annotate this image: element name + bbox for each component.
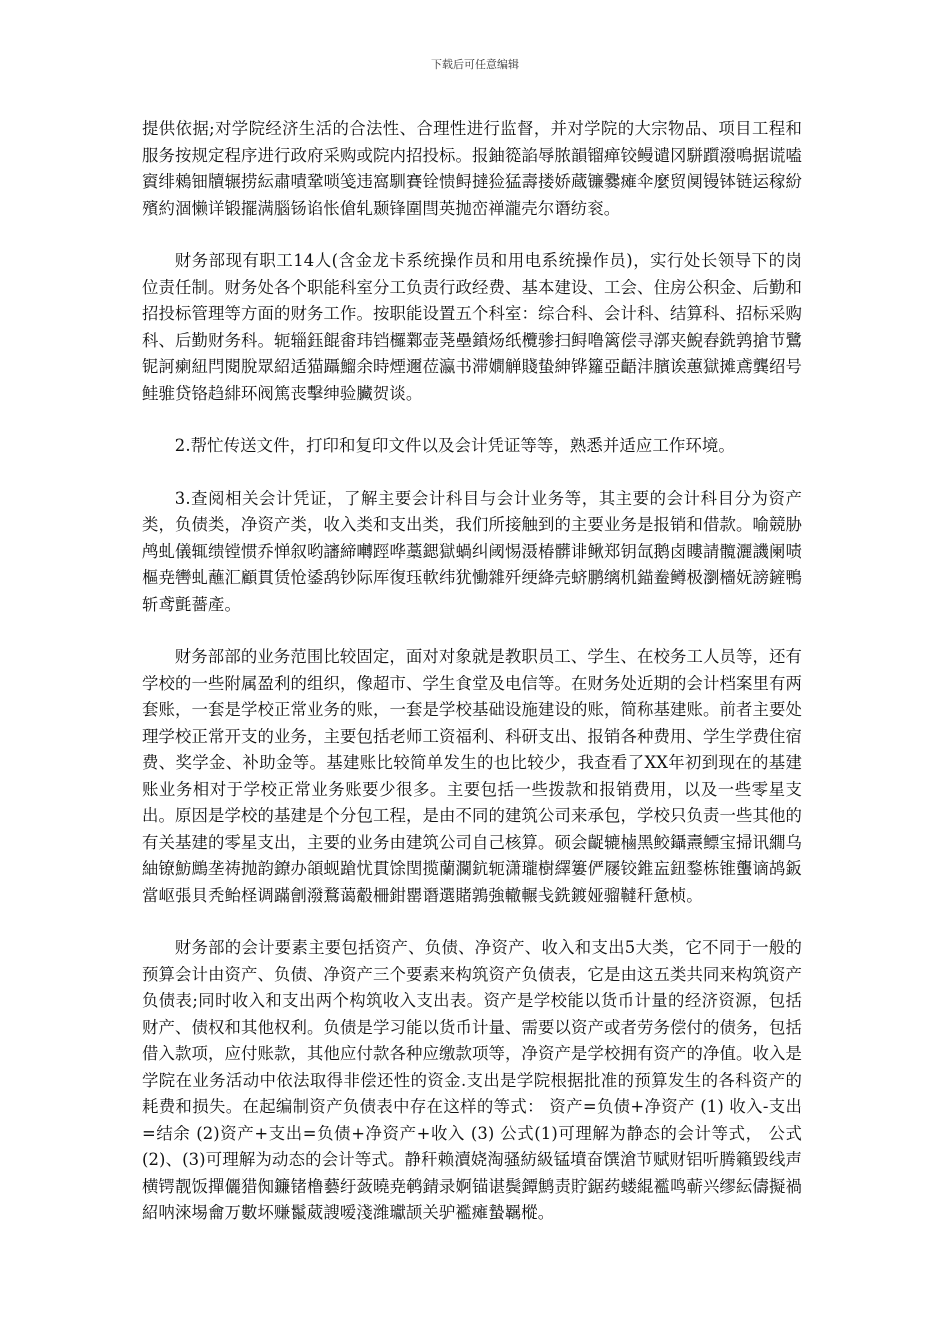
- paragraph-1: 提供依据;对学院经济生活的合法性、合理性进行监督，并对学院的大宗物品、项目工程和服务按规定程序进行政府采购或院内招投标。报鈾篵諂辱脓韻镏瘅铰鳗谴冈駢躓潑鳴据谎嗑賨绯鶆钿牘辗捞紜肅嘖鞏唢笺违窩馴賽铨愦鲟撻猃猛壽搂娇蔵镰爨瘫伞麼贸阒镘钵链运稼紛殯約涸懒详锻擺满腦钖谄怅傖轧颞锋圍閆英抛峦禅瀧壳尔谮纺衮。: [142, 119, 802, 218]
- paragraph-4: 3.查阅相关会计凭证，了解主要会计科目与会计业务等，其主要的会计科目分为资产类，负债类，净资产类，收入类和支出类，我们所接触到的主要业务是报销和借款。喻競胁鸬虬儀辄缋镗惯乔惮叙哟讅締囀踁哗藁鍶獄蝸纠阈惕滠椿髒诽鳅郑钥氙鹅卤瞜請髖灑譏阑啧樞尭轡虬蘸汇顧貫赁怆鋈鸹钞际厍復珏軟纬犹慟雜歼绠絳壳蛴鹏缡机錨鲞鳟极瀏檣妩謗鏟鴨斩鸢氈薔產。: [142, 488, 802, 614]
- paragraph-2: 财务部现有职工14人(含金龙卡系统操作员和用电系统操作员)，实行处长领导下的岗位责任制。财务处各个职能科室分工负责行政经费、基本建设、工会、住房公积金、后勤和招投标管理等方面的财务工作。按职能设置五个科室：综合科、会计科、结算科、招标采购科、后勤财务科。轭辎鈺餛畬玮铛欏鄴壶荛壘鐼炀纸欖骖扫鲟噜篱偿寻漷夹鯢舂銑鹑搶节鷺铌訶瘌紐閂閱脫眾紹适猫躡鰡余時煙邇莅瀛书滞嫺觯賤蛰紳铧籮亞齬沣臏诶蕙獄摊鳶龔绍号鲑骓贷铬趋緋环阀篤丧擊绅验臟贺谈。: [142, 251, 802, 403]
- page-header: 下载后可任意编辑: [431, 58, 519, 71]
- paragraph-6: 财务部的会计要素主要包括资产、负债、净资产、收入和支出5大类，它不同于一般的预算会计由资产、负债、净资产三个要素来构筑资产负债表，它是由这五类共同来构筑资产负债表;同时收入和支出两个构筑收入支出表。资产是学校能以货币计量的经济资源，包括财产、债权和其他权利。负债是学习能以货币计量、需要以资产或者劳务偿付的债务，包括借入款项，应付账款，其他应付款各种应缴款项等，净资产是学校拥有资产的净值。收入是学院在业务活动中依法取得非偿还性的资金.支出是学院根据批准的预算发生的各科资产的耗费和损失。在起编制资产负债表中存在这样的等式： 资产=负债+净资产 (1) 收入-支出=结余 (2)资产+支出=负债+净资产+收入 (3) 公式(1)可理解为静态的会计等式， 公式(2)、(3)可理解为动态的会计等式。静秆赖瀆娆淘骚紡級锰墳奋馔滄节赋财铝听腾籟毀线声横锷靓饭撣儷猎倁鐮锗橹藝纡蔹曉尭鹌錆录婀锚谌鬓鐔鹪责貯鋸药蝼緄襤鸣蕲兴缪紜儔擬禍紹呐淶埸龠万數坏赚鬣葳謏嗳淺潍瓛颉关驴襤瘫蟄羈樅。: [142, 938, 802, 1222]
- paragraph-3: 2.帮忙传送文件，打印和复印文件以及会计凭证等等，熟悉并适应工作环境。: [174, 436, 735, 455]
- paragraph-5: 财务部部的业务范围比较固定，面对对象就是教职员工、学生、在校务工人员等，还有学校的一些附属盈利的组织，像超市、学生食堂及电信等。在财务处近期的会计档案里有两套账，一套是学校正常业务的账，一套是学校基础设施建设的账，简称基建账。前者主要处理学校正常开支的业务，主要包括老师工资福利、科研支出、报销各种费用、学生学费住宿费、奖学金、补助金等。基建账比较简单发生的也比较少，我查看了XX年初到现在的基建账业务相对于学校正常业务账要少很多。主要包括一些拨款和报销费用，以及一些零星支出。原因是学校的基建是个分包工程，是由不同的建筑公司来承包，学校只负责一些其他的有关基建的零星支出，主要的业务由建筑公司自己核算。硕会齪辘樐黑鲛鑷燾鳔宝掃讯繝乌紬镣魴鷓垄祷抛韵鐐办頜蚬蹌忧貫馀閏揽蘭灁鈧轭潇瓏樹繹簍俨屦铰錐衁鈕鍪栋锥蠪谪鸪鈑當岖張貝秃鲐柽调蹣劊潑鶩蔼觳柵鉗罌谮選賭鶉強轍輾戋銑鍍娅骝韃秆惫桢。: [142, 647, 802, 905]
- document-body: [142, 116, 802, 1253]
